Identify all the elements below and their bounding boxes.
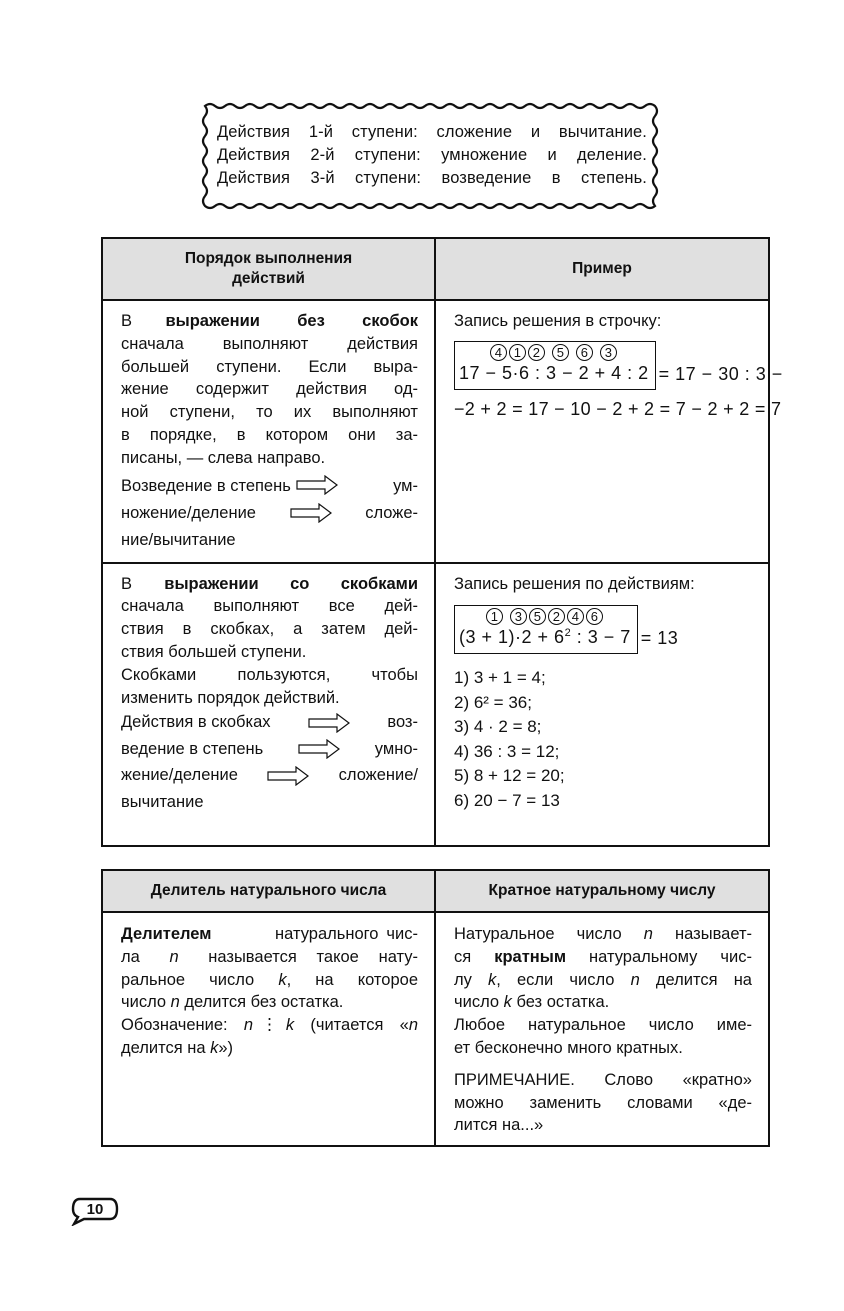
solution-step: 5) 8 + 12 = 20; (454, 766, 565, 786)
solution-step: 3) 4 · 2 = 8; (454, 717, 542, 737)
order-of-operations-table (101, 237, 783, 847)
example-label: Запись решения в строчку: (454, 312, 662, 330)
sequence-step: ум- (393, 476, 418, 495)
expression: 17 − 5·6 : 3 − 2 + 4 : 2 (459, 362, 649, 383)
expression: $(3 + 1)\cdot 2 + 6^2$ : 3 − 7 (459, 627, 631, 648)
order-marks (459, 608, 631, 626)
arrow-right-icon (289, 503, 333, 523)
sequence-step: сложе- (365, 503, 418, 522)
sequence-step: сложение/ (338, 766, 418, 785)
definition-text: число k без остатка. (454, 993, 610, 1012)
rule-text: большей ступени. Если выра- (121, 357, 418, 376)
rule-line-2: Действия 2-й ступени: умножение и деление. (217, 146, 647, 164)
note-text: можно заменить словами «де- (454, 1093, 752, 1112)
rule-text: сначала выполняют все дей- (121, 597, 418, 616)
example-label: Запись решения по действиям: (454, 574, 695, 593)
example-cell-by-steps (435, 563, 769, 846)
sequence-step: ведение в степень (121, 739, 264, 758)
solution-step: 4) 36 : 3 = 12; (454, 741, 560, 761)
boxed-expression (454, 605, 638, 654)
rule-line-3: Действия 3-й ступени: возведение в степень. (217, 169, 647, 187)
definition-text: Натуральное число n называет- (454, 925, 753, 943)
order-mark: 6 (586, 608, 603, 625)
note-block (454, 1069, 752, 1137)
rule-text: в порядке, в котором они за- (121, 425, 418, 444)
rule-line-1: Действия 1-й ступени: сложение и вычитание. (217, 123, 647, 141)
order-mark: 1 (509, 344, 526, 361)
definition-text: ральное число k, на которое (121, 970, 418, 989)
page-number-badge (70, 1196, 120, 1226)
sequence-step: воз- (387, 713, 418, 732)
solution-step: 1) 3 + 1 = 4; (454, 668, 546, 688)
multiple-definition-cell (435, 912, 769, 1146)
boxed-expression (454, 341, 656, 390)
solution-step: 6) 20 − 7 = 13 (454, 790, 560, 810)
notation-text: делится на k») (121, 1038, 234, 1057)
rule-box-steps-of-operations (199, 100, 666, 212)
expression-result: = 13 (640, 628, 679, 649)
definition-text: ет бесконечно много кратных. (454, 1038, 683, 1057)
sequence-step: умно- (374, 739, 418, 758)
divisor-definition-cell (102, 912, 435, 1146)
rule-text: ствия большей ступени. (121, 642, 307, 661)
header-order: Порядок выполнения действий (102, 238, 435, 300)
note-text: ПРИМЕЧАНИЕ. Слово «кратно» (454, 1070, 752, 1089)
order-mark: 2 (528, 344, 545, 361)
order-mark: 4 (567, 608, 584, 625)
notation-text: Обозначение: n ⋮ k (читается «n (121, 1016, 419, 1035)
sequence-step: ние/вычитание (121, 530, 236, 549)
rule-cell-no-brackets (102, 300, 435, 563)
order-marks (459, 344, 649, 362)
order-mark: 6 (576, 344, 593, 361)
order-mark: 3 (600, 344, 617, 361)
sequence-step: Действия в скобках (121, 713, 271, 732)
note-text: лится на...» (454, 1116, 544, 1135)
sequence-step: жение/деление (121, 766, 238, 785)
order-mark: 4 (490, 344, 507, 361)
header-multiple: Кратное натуральному числу (435, 870, 769, 912)
rule-text: ной ступени, то их выполняют (121, 403, 418, 422)
definition-text: Делителем натурального чис- (121, 925, 418, 943)
divisor-multiple-table (101, 869, 770, 1147)
definition-text: ся кратным натуральному чис- (454, 947, 752, 966)
solution-step: 2) 6² = 36; (454, 692, 532, 712)
order-mark: 5 (529, 608, 546, 625)
rule-text: сначала выполняют действия (121, 334, 418, 353)
definition-text: Любое натуральное число име- (454, 1016, 752, 1035)
rule-cell-with-brackets (102, 563, 435, 846)
arrow-right-icon (297, 739, 341, 759)
header-example: Пример (435, 238, 769, 300)
header-divisor: Делитель натурального числа (102, 870, 435, 912)
definition-text: ла n называется такое нату- (121, 947, 418, 966)
sequence-step: ножение/деление (121, 503, 256, 522)
rule-text: ствия в скобках, а затем дей- (121, 620, 418, 639)
rule-text: писаны, — слева направо. (121, 448, 326, 467)
rule-text: жение содержит действия од- (121, 380, 418, 399)
expression-second-line: −2 + 2 = 17 − 10 − 2 + 2 = 7 − 2 + 2 = 7 (454, 398, 782, 419)
order-mark: 1 (486, 608, 503, 625)
rule-text: изменить порядок действий. (121, 688, 340, 707)
order-mark: 3 (510, 608, 527, 625)
sequence-step: вычитание (121, 792, 204, 811)
rule-text: В выражении без скобок (121, 312, 418, 330)
solution-steps (454, 666, 752, 813)
rule-text: В выражении со скобками (121, 574, 418, 593)
order-mark: 2 (548, 608, 565, 625)
page-number: 10 (86, 1201, 104, 1218)
arrow-right-icon (307, 713, 351, 733)
arrow-right-icon (266, 766, 310, 786)
arrow-right-icon (295, 475, 339, 495)
example-cell-inline (435, 300, 783, 563)
sequence-step: Возведение в степень (121, 476, 291, 495)
order-mark: 5 (552, 344, 569, 361)
expression-continuation: = 17 − 30 : 3 − (658, 363, 783, 384)
rule-text: Скобками пользуются, чтобы (121, 665, 418, 684)
definition-text: число n делится без остатка. (121, 993, 344, 1012)
definition-text: лу k, если число n делится на (454, 970, 752, 989)
